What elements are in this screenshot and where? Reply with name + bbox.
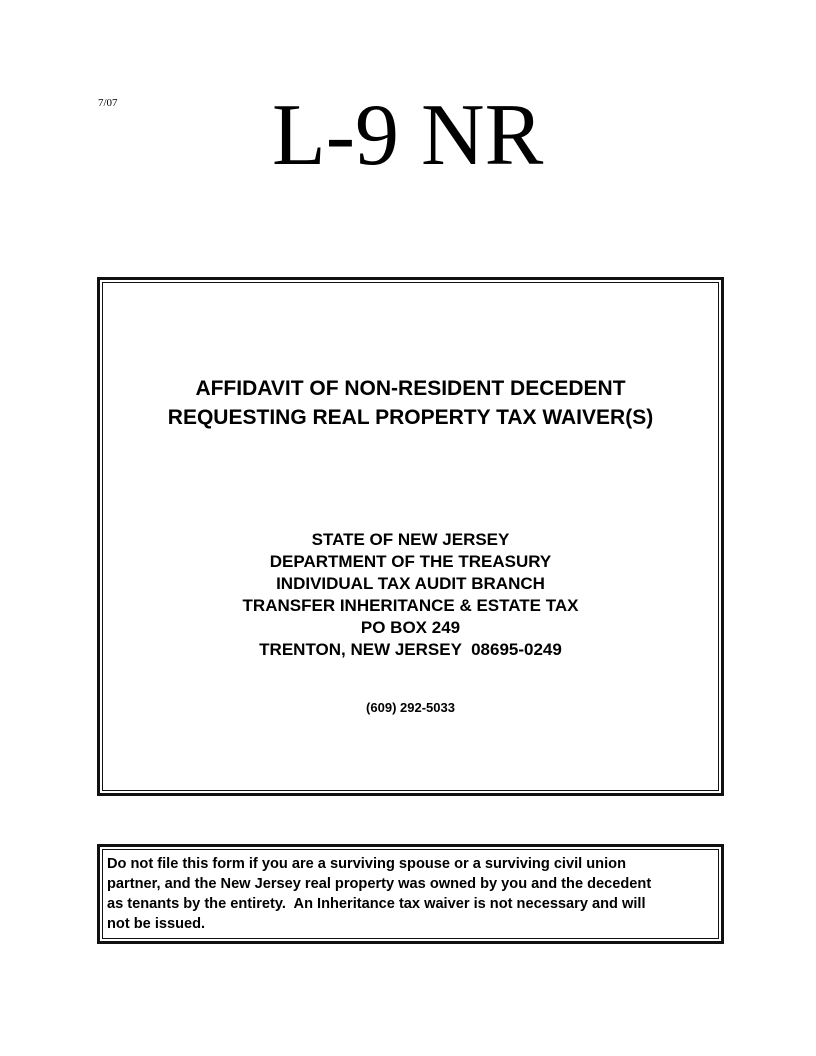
notice-line: partner, and the New Jersey real property was owned by you and the decedent (107, 876, 652, 892)
heading-line: AFFIDAVIT OF NON-RESIDENT DECEDENT (195, 377, 626, 400)
address-line: PO BOX 249 (360, 618, 461, 637)
notice-line: Do not file this form if you are a surviving spouse or a surviving civil union (107, 856, 626, 872)
address-line: INDIVIDUAL TAX AUDIT BRANCH (276, 574, 545, 593)
notice-box (97, 844, 724, 944)
cover-box (97, 277, 724, 796)
revision-date: 7/07 (98, 97, 118, 109)
form-title: L-9 NR (272, 87, 544, 184)
heading-line: REQUESTING REAL PROPERTY TAX WAIVER(S) (167, 406, 654, 429)
notice-line: as tenants by the entirety. An Inheritance tax waiver is not necessary and will (107, 896, 646, 912)
address-line: TRENTON, NEW JERSEY 08695-0249 (259, 640, 562, 659)
notice-line: not be issued. (107, 916, 206, 932)
address-line: DEPARTMENT OF THE TREASURY (269, 552, 552, 571)
phone-number: (609) 292-5033 (366, 700, 455, 715)
address-line: TRANSFER INHERITANCE & ESTATE TAX (242, 596, 579, 615)
address-line: STATE OF NEW JERSEY (311, 530, 510, 549)
notice-text (102, 849, 719, 939)
